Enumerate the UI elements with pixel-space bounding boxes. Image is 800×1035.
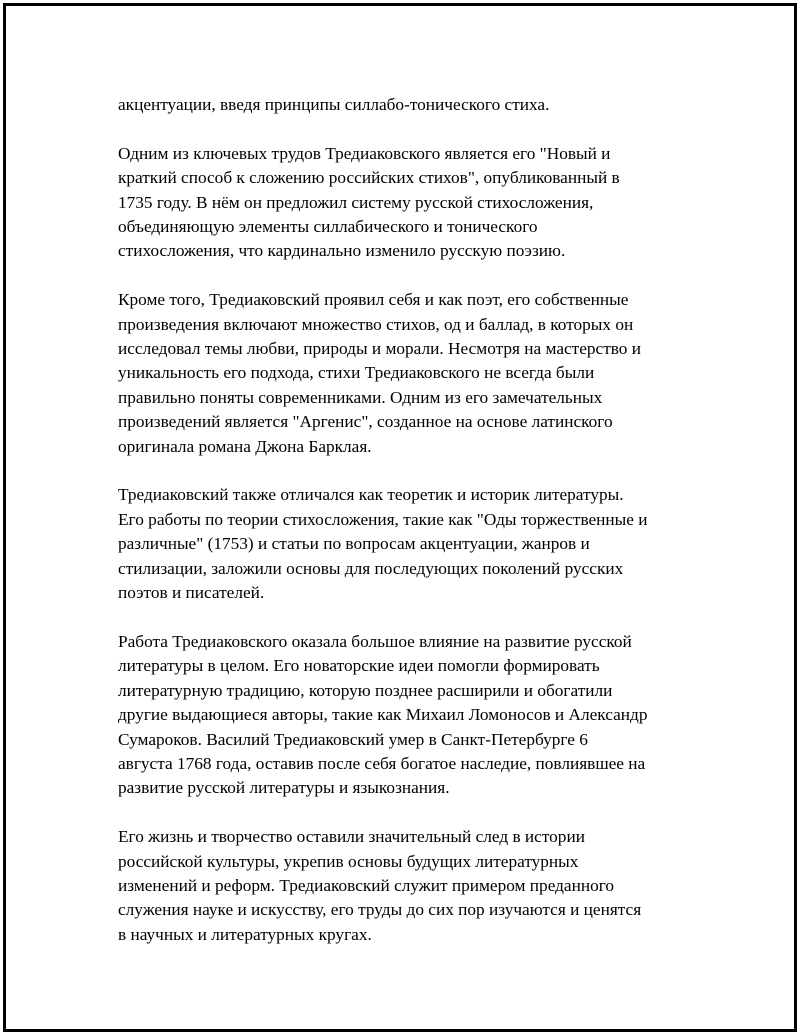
- paragraph: [118, 93, 698, 117]
- text-line: произведения включают множество стихов, од и баллад, в которых он: [118, 314, 634, 334]
- text-line: краткий способ к сложению российских стихов", опубликованный в: [118, 168, 620, 188]
- text-line: литературы в целом. Его новаторские идеи помогли формировать: [118, 656, 600, 676]
- text-line: 1735 году. В нём он предложил систему русской стихосложения,: [118, 192, 594, 212]
- text-line: правильно поняты современниками. Одним из его замечательных: [118, 387, 603, 407]
- paragraph: [118, 825, 698, 947]
- text-line: служения науке и искусству, его труды до сих пор изучаются и ценятся: [118, 900, 642, 920]
- text-line: исследовал темы любви, природы и морали. Несмотря на мастерство и: [118, 339, 642, 359]
- text-line: в научных и литературных кругах.: [118, 924, 372, 944]
- text-line: акцентуации, введя принципы силлабо-тонического стиха.: [118, 95, 550, 114]
- paragraph: [118, 142, 698, 264]
- text-line: Его работы по теории стихосложения, такие как "Оды торжественные и: [118, 509, 648, 529]
- text-line: другие выдающиеся авторы, такие как Михаил Ломоносов и Александр: [118, 705, 648, 725]
- paragraph: [118, 288, 698, 459]
- text-line: развитие русской литературы и языкознания.: [118, 778, 450, 798]
- text-line: Его жизнь и творчество оставили значительный след в истории: [118, 827, 585, 847]
- text-line: стихосложения, что кардинально изменило русскую поэзию.: [118, 241, 566, 261]
- document-body: [118, 93, 698, 972]
- text-line: литературную традицию, которую позднее расширили и обогатили: [118, 680, 613, 700]
- paragraph: [118, 630, 698, 801]
- text-line: августа 1768 года, оставив после себя богатое наследие, повлиявшее на: [118, 753, 646, 773]
- text-line: поэтов и писателей.: [118, 583, 265, 603]
- text-line: оригинала романа Джона Барклая.: [118, 436, 372, 456]
- text-line: изменений и реформ. Тредиаковский служит примером преданного: [118, 875, 615, 895]
- text-line: стилизации, заложили основы для последующих поколений русских: [118, 558, 624, 578]
- text-line: российской культуры, укрепив основы будущих литературных: [118, 851, 579, 871]
- paragraph: [118, 483, 698, 605]
- text-line: Тредиаковский также отличался как теоретик и историк литературы.: [118, 485, 624, 505]
- text-line: Кроме того, Тредиаковский проявил себя и как поэт, его собственные: [118, 290, 629, 310]
- text-line: произведений является "Аргенис", созданное на основе латинского: [118, 412, 613, 432]
- text-line: Работа Тредиаковского оказала большое влияние на развитие русской: [118, 631, 632, 651]
- text-line: Одним из ключевых трудов Тредиаковского является его "Новый и: [118, 143, 611, 163]
- text-line: уникальность его подхода, стихи Тредиаковского не всегда были: [118, 363, 595, 383]
- text-line: Сумароков. Василий Тредиаковский умер в Санкт-Петербурге 6: [118, 729, 588, 749]
- text-line: объединяющую элементы силлабического и тонического: [118, 217, 538, 237]
- text-line: различные" (1753) и статьи по вопросам акцентуации, жанров и: [118, 534, 590, 554]
